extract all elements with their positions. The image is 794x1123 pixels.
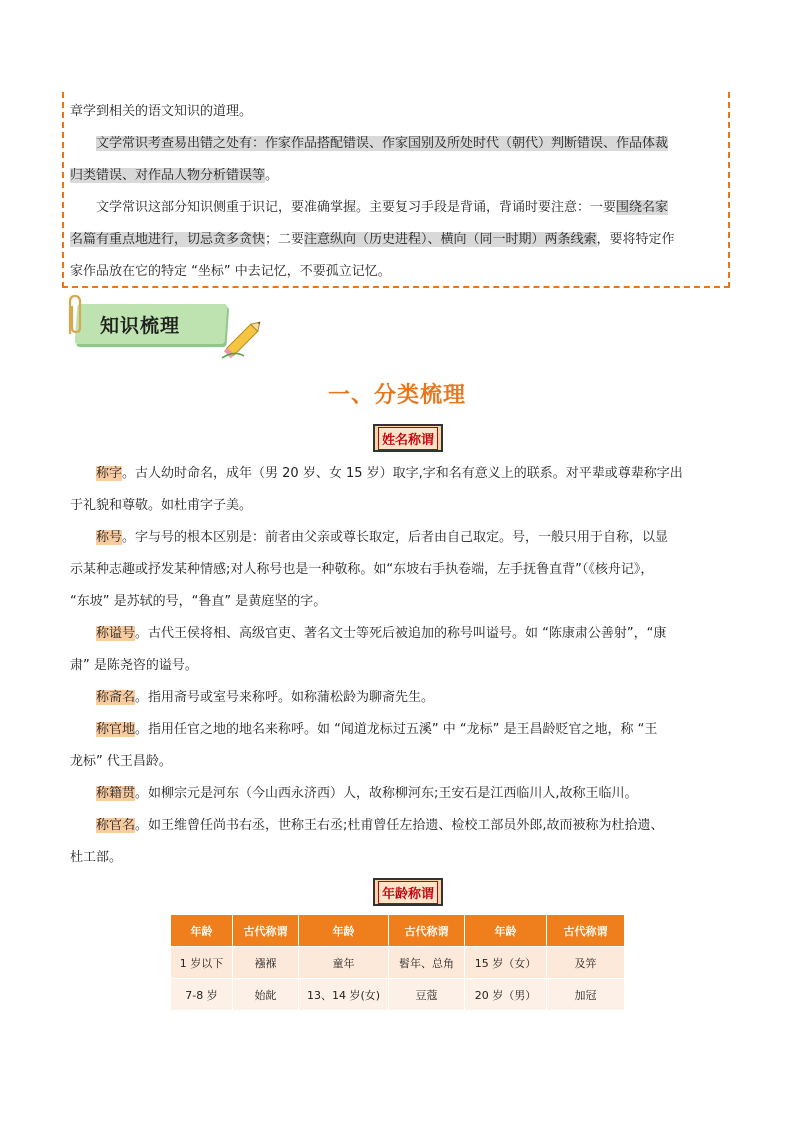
section-tag	[60, 294, 270, 364]
naming-desc: 于礼貌和尊敬。如杜甫字子美。	[70, 498, 253, 513]
table-cell: 15 岁（女）	[465, 947, 547, 979]
table-cell: 加冠	[547, 979, 625, 1011]
naming-item-line	[70, 778, 722, 810]
table-header: 古代称谓	[547, 915, 625, 947]
table-header: 古代称谓	[233, 915, 299, 947]
intro-line: 文学常识考查易出错之处有：作家作品搭配错误、作家国别及所处时代（朝代）判断错误、作品体裁	[96, 136, 669, 151]
naming-term: 称字	[96, 466, 123, 481]
naming-desc: “东坡” 是苏轼的号，“鲁直” 是黄庭坚的字。	[70, 594, 327, 609]
table-header: 古代称谓	[389, 915, 465, 947]
intro-line: 章学到相关的语文知识的道理。	[70, 104, 253, 119]
intro-line: 归类错误、对作品人物分析错误等。	[70, 168, 279, 183]
naming-desc: 。字与号的根本区别是：前者由父亲或尊长取定，后者由自己取定。号，一般只用于自称，以显	[122, 530, 669, 545]
naming-item-line	[70, 458, 722, 490]
table-cell: 及笄	[547, 947, 625, 979]
table-cell: 髫年、总角	[389, 947, 465, 979]
table-row	[171, 947, 625, 979]
table-cell: 始龀	[233, 979, 299, 1011]
naming-item-line	[70, 714, 722, 746]
naming-item-line	[70, 650, 722, 682]
table-row	[171, 979, 625, 1011]
age-title-label: 年龄称谓	[373, 878, 443, 906]
table-cell: 童年	[299, 947, 389, 979]
naming-term: 称官名	[96, 818, 136, 833]
naming-desc: 杜工部。	[70, 850, 123, 865]
intro-line: 文学常识这部分知识侧重于识记，要准确掌握。主要复习手段是背诵，背诵时要注意：一要围绕名家	[96, 200, 669, 215]
age-table	[170, 914, 625, 1011]
naming-term: 称号	[96, 530, 123, 545]
naming-item-line	[70, 682, 722, 714]
naming-list	[70, 458, 722, 874]
table-cell: 豆蔻	[389, 979, 465, 1011]
naming-item-line	[70, 618, 722, 650]
naming-desc: 。指用任官之地的地名来称呼。如 “闻道龙标过五溪” 中 “龙标” 是王昌龄贬官之地，称 “王	[135, 722, 658, 737]
naming-term: 称谥号	[96, 626, 136, 641]
naming-item-line	[70, 522, 722, 554]
pencil-icon	[220, 314, 270, 360]
table-header: 年龄	[299, 915, 389, 947]
intro-line: 名篇有重点地进行，切忌贪多贪快；二要注意纵向（历史进程）、横向（同一时期）两条线索，要将特定作	[70, 232, 675, 247]
naming-desc: 。古代王侯将相、高级官吏、著名文士等死后被追加的称号叫谥号。如 “陈康肃公善射”，“康	[135, 626, 667, 641]
intro-line: 家作品放在它的特定 “坐标” 中去记忆，不要孤立记忆。	[70, 264, 391, 279]
naming-term: 称官地	[96, 722, 136, 737]
naming-item-line	[70, 554, 722, 586]
table-cell: 襁褓	[233, 947, 299, 979]
intro-text	[70, 96, 722, 288]
naming-item-line	[70, 842, 722, 874]
table-header: 年龄	[171, 915, 233, 947]
naming-item-line	[70, 490, 722, 522]
naming-item-line	[70, 586, 722, 618]
table-header-row	[171, 915, 625, 947]
naming-desc: 。如柳宗元是河东（今山西永济西）人，故称柳河东;王安石是江西临川人,故称王临川。	[135, 786, 638, 801]
naming-desc: 示某种志趣或抒发某种情感;对人称号也是一种敬称。如“东坡右手执卷端，左手抚鲁直背”（《核舟记》，	[70, 562, 654, 577]
naming-desc: 肃” 是陈尧咨的谥号。	[70, 658, 198, 673]
paperclip-icon	[62, 294, 88, 338]
naming-term: 称籍贯	[96, 786, 136, 801]
table-header: 年龄	[465, 915, 547, 947]
naming-item-line	[70, 746, 722, 778]
table-cell: 7-8 岁	[171, 979, 233, 1011]
naming-desc: 。如王维曾任尚书右丞，世称王右丞;杜甫曾任左拾遗、检校工部员外郎,故而被称为杜拾遗、	[135, 818, 664, 833]
naming-term: 称斋名	[96, 690, 136, 705]
table-cell: 1 岁以下	[171, 947, 233, 979]
name-title-label: 姓名称谓	[373, 424, 443, 452]
naming-desc: 龙标” 代王昌龄。	[70, 754, 172, 769]
naming-desc: 。指用斋号或室号来称呼。如称蒲松龄为聊斋先生。	[135, 690, 435, 705]
section-title: 一、分类梳理	[327, 383, 466, 408]
naming-item-line	[70, 810, 722, 842]
table-cell: 20 岁（男）	[465, 979, 547, 1011]
tag-label: 知识梳理	[100, 315, 181, 337]
naming-desc: 。古人幼时命名，成年（男 20 岁、女 15 岁）取字,字和名有意义上的联系。对平辈或尊辈称字出	[122, 466, 683, 481]
table-cell: 13、14 岁(女)	[299, 979, 389, 1011]
